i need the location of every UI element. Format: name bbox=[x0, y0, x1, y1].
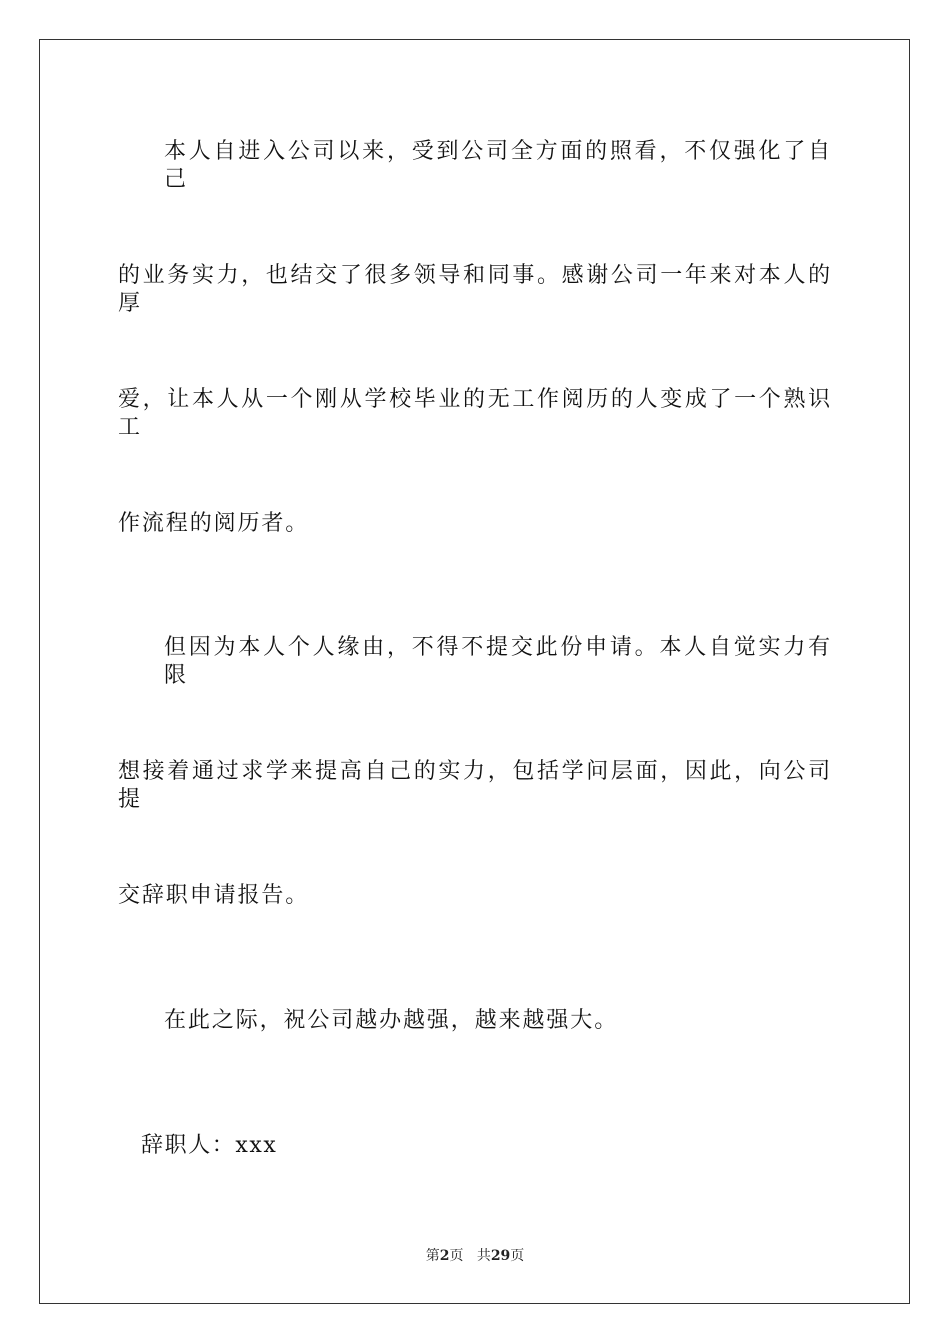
footer-page-suffix: 页 bbox=[449, 1248, 464, 1264]
paragraph-1-line-1: 本人自进入公司以来，受到公司全方面的照看，不仅强化了自己 bbox=[164, 139, 832, 192]
paragraph-3-line-1: 在此之际，祝公司越办越强，越来越强大。 bbox=[164, 1008, 619, 1033]
footer-total-pages: 29 bbox=[490, 1248, 511, 1264]
signature: 辞职人：xxx bbox=[141, 1133, 278, 1158]
paragraph-1-line-3: 爱，让本人从一个刚从学校毕业的无工作阅历的人变成了一个熟识工 bbox=[118, 387, 832, 440]
page-footer bbox=[0, 1247, 950, 1265]
footer-page-prefix: 第 bbox=[425, 1248, 440, 1264]
footer-page-number: 2 bbox=[439, 1248, 450, 1264]
footer-total-prefix: 共 bbox=[476, 1248, 491, 1264]
paragraph-1-line-4: 作流程的阅历者。 bbox=[118, 511, 310, 536]
paragraph-2-line-2: 想接着通过求学来提高自己的实力，包括学问层面，因此，向公司提 bbox=[118, 759, 832, 812]
paragraph-2-line-3: 交辞职申请报告。 bbox=[118, 883, 310, 908]
paragraph-1-line-2: 的业务实力，也结交了很多领导和同事。感谢公司一年来对本人的厚 bbox=[118, 263, 832, 316]
footer-total-suffix: 页 bbox=[510, 1248, 525, 1264]
paragraph-2-line-1: 但因为本人个人缘由，不得不提交此份申请。本人自觉实力有限 bbox=[164, 635, 832, 688]
